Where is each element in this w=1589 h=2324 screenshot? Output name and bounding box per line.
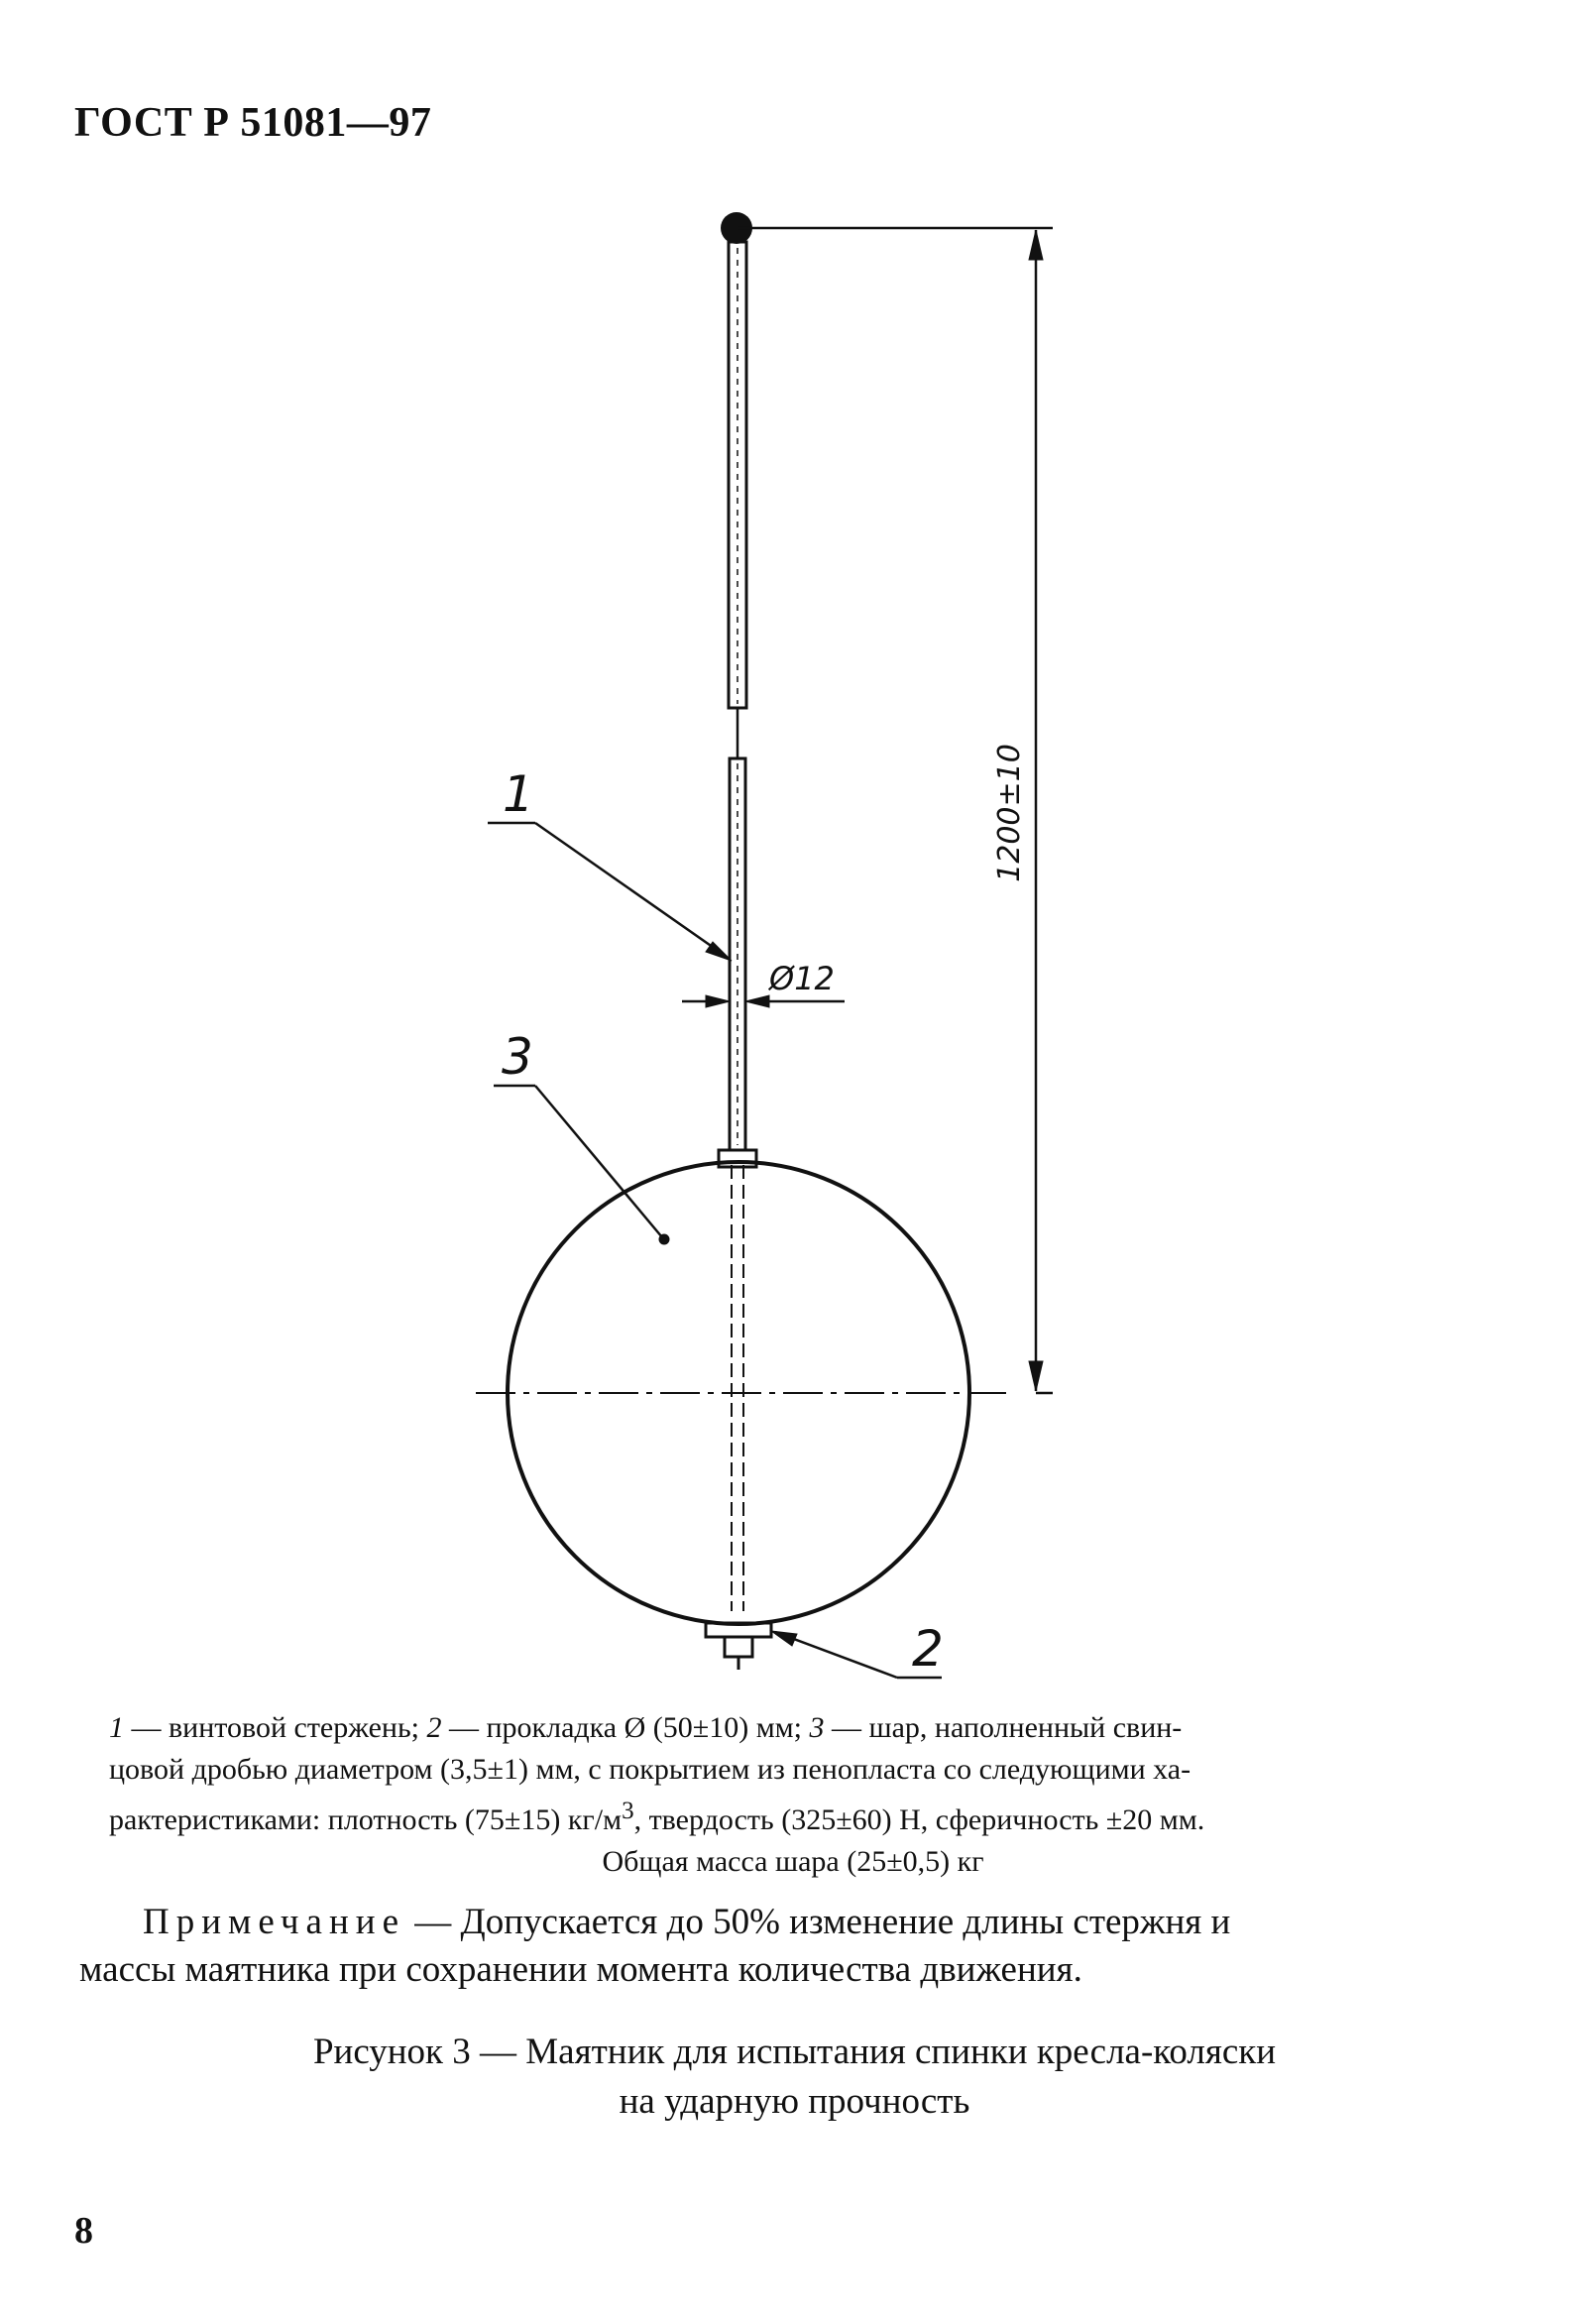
- legend-item3-number: 3: [809, 1711, 825, 1744]
- figure-caption: [0, 2028, 1589, 2127]
- caption-line-1: Рисунок 3 — Маятник для испытания спинки кресла-коляски: [312, 2032, 1277, 2072]
- legend-superscript: 3: [622, 1798, 634, 1824]
- bottom-nut: [725, 1637, 752, 1657]
- callout-3-leader: [494, 1086, 669, 1244]
- legend-line-4: Общая масса шара (25±0,5) кг: [602, 1845, 984, 1878]
- note-heading: Примечание: [143, 1902, 405, 1942]
- caption-line-2: на ударную прочность: [619, 2081, 970, 2122]
- threaded-rod: [729, 242, 746, 1611]
- length-label: 1200±10: [992, 744, 1027, 882]
- note-line-1: — Допускается до 50% изменение длины стержня и: [405, 1902, 1231, 1942]
- legend-item1-number: 1: [109, 1711, 124, 1744]
- legend-line-3a: рактеристиками: плотность (75±15) кг/м: [109, 1803, 623, 1836]
- callout-1-number: 1: [503, 765, 534, 823]
- diameter-label: Ø12: [769, 960, 835, 997]
- note-line-2: массы маятника при сохранении момента количества движения.: [79, 1949, 1082, 1990]
- callout-2-number: 2: [912, 1620, 944, 1678]
- legend-item3-text: — шар, наполненный свин-: [824, 1711, 1183, 1744]
- top-nut: [719, 1150, 756, 1167]
- callout-1-leader: [488, 823, 732, 961]
- note-block: [79, 1899, 1477, 1994]
- legend-line-2: цовой дробью диаметром (3,5±1) мм, с покрытием из пенопласта со следующими ха-: [109, 1753, 1192, 1786]
- figure-legend: [109, 1707, 1477, 1883]
- legend-item1-text: — винтовой стержень;: [124, 1711, 427, 1744]
- legend-item2-text: — прокладка Ø (50±10) мм;: [441, 1711, 810, 1744]
- callout-3-number: 3: [502, 1028, 533, 1086]
- page-number: 8: [74, 2210, 93, 2252]
- legend-item2-number: 2: [426, 1711, 442, 1744]
- document-header: ГОСТ Р 51081—97: [74, 100, 432, 146]
- legend-line-3b: , твердость (325±60) Н, сферичность ±20 мм.: [633, 1803, 1205, 1836]
